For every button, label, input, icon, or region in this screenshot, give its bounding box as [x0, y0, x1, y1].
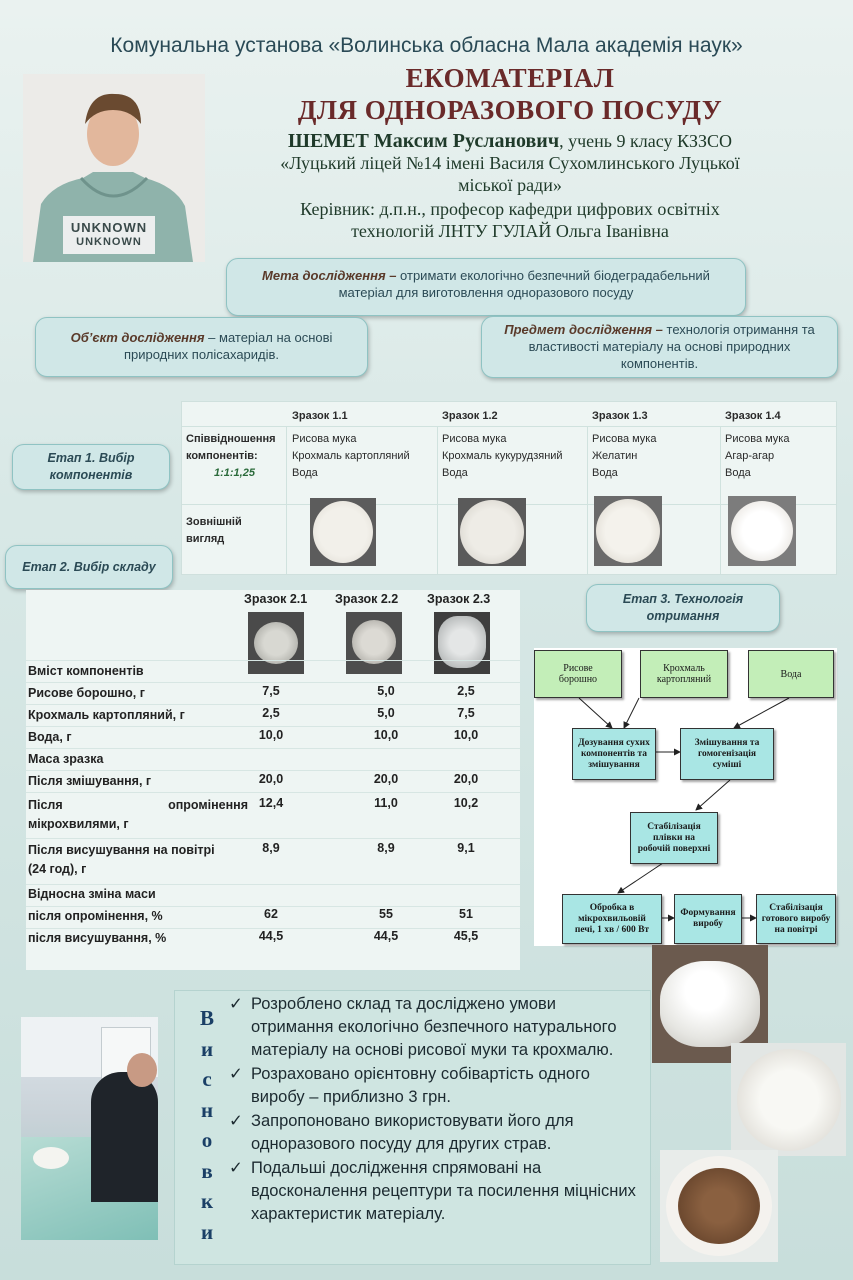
product-photo-buckwheat	[660, 1150, 778, 1262]
composition-table	[26, 590, 520, 970]
poster-title	[200, 62, 820, 126]
table-row: Вміст компонентів	[26, 660, 520, 682]
technology-flowchart	[534, 648, 837, 946]
sample-3-components: Рисова мука Желатин Вода	[592, 433, 657, 479]
object-label: Об’єкт дослідження	[70, 330, 205, 345]
sample-2-components: Рисова мука Крохмаль кукурудзяний Вода	[442, 433, 563, 479]
list-item: ✓ Розраховано орієнтовну собівартість одного виробу – приблизно 3 грн.	[229, 1065, 590, 1106]
appearance-label: Зовнішній вигляд	[186, 516, 242, 545]
object-box	[35, 317, 368, 377]
stage-1-label: Етап 1. Вибір компонентів	[12, 444, 170, 490]
goal-text: отримати екологічно безпечний біодеградабельний матеріал для виготовлення одноразового посуду	[338, 268, 710, 300]
author-name: ШЕМЕТ Максим Русланович	[287, 130, 560, 152]
shirt-text: UNKNOWN	[70, 220, 148, 235]
conclusions-box	[174, 990, 651, 1265]
flow-step-stabilization: Стабілізація плівки на робочій поверхні	[630, 812, 718, 864]
goal-label: Мета дослідження –	[262, 268, 397, 283]
author-class: , учень 9 класу КЗЗСО	[559, 131, 733, 151]
table-row: Відносна зміна маси	[26, 884, 520, 906]
flow-input-water: Вода	[748, 650, 834, 698]
subject-text: технологія отримання та властивості матеріалу на основі природних компонентів.	[528, 322, 815, 371]
table-row: Після змішування, г 20,0 20,0 20,0	[26, 770, 520, 792]
sample-header: Зразок 1.3	[592, 410, 648, 422]
table-row: Крохмаль картопляний, г 2,5 5,0 7,5	[26, 704, 520, 726]
subject-box	[481, 316, 838, 378]
conclusions-list	[229, 993, 641, 1227]
flow-input-starch: Крохмаль картопляний	[640, 650, 728, 698]
title-line-2: ДЛЯ ОДНОРАЗОВОГО ПОСУДУ	[297, 95, 723, 125]
stage-3-label: Етап 3. Технологія отримання	[586, 584, 780, 632]
table-row: Маса зразка	[26, 748, 520, 770]
sample-4-components: Рисова мука Агар-агар Вода	[725, 433, 790, 479]
list-item: ✓ Подальші дослідження спрямовані на вдосконалення рецептури та посилення міцнісних характеристик матеріалу.	[229, 1159, 636, 1223]
sample-1-components: Рисова мука Крохмаль картопляний Вода	[292, 433, 410, 479]
table-row: Рисове борошно, г 7,5 5,0 2,5	[26, 682, 520, 704]
shirt-text-mirrored: UNKNOWN	[76, 236, 142, 248]
conclusions-vertical-title: В и с н о в к и	[199, 1006, 214, 1244]
components-table	[181, 401, 837, 575]
sample-header: Зразок 1.2	[442, 410, 498, 422]
sample-header: Зразок 2.1	[244, 592, 308, 606]
list-item: ✓ Запропоновано використовувати його для одноразового посуду для других страв.	[229, 1112, 574, 1153]
object-text: – матеріал на основі природних полісахаридів.	[123, 330, 333, 362]
student-photo	[23, 74, 205, 262]
sample-3-photo	[594, 496, 662, 566]
flow-step-air-stabilization: Стабілізація готового виробу на повітрі	[756, 894, 836, 944]
check-icon: ✓	[229, 1112, 243, 1130]
author-block	[200, 130, 820, 242]
sample-header: Зразок 2.2	[335, 592, 399, 606]
sample-4-photo	[728, 496, 796, 566]
goal-box	[226, 258, 746, 316]
flow-step-dosing: Дозування сухих компонентів та змішування	[572, 728, 656, 780]
flow-step-mixing: Змішування та гомогенізація суміші	[680, 728, 774, 780]
check-icon: ✓	[229, 1065, 243, 1083]
experiment-photo	[21, 1017, 158, 1240]
flow-input-rice-flour: Рисове борошно	[534, 650, 622, 698]
sample-2-photo	[458, 498, 526, 566]
stage-2-label: Етап 2. Вибір складу	[5, 545, 173, 589]
flow-step-forming: Формування виробу	[674, 894, 742, 944]
sample-header: Зразок 1.4	[725, 410, 781, 422]
table-row: Після опромінення мікрохвилями, г 12,4 11,0 10,2	[26, 792, 520, 838]
sample-header: Зразок 1.1	[292, 410, 348, 422]
subject-label: Предмет дослідження –	[504, 322, 663, 337]
check-icon: ✓	[229, 995, 243, 1013]
table-row: після висушування, % 44,5 44,5 45,5	[26, 928, 520, 950]
table-row: Вода, г 10,0 10,0 10,0	[26, 726, 520, 748]
supervisor-line-2: технологій ЛНТУ ГУЛАЙ Ольга Іванівна	[351, 221, 669, 241]
flow-step-microwave: Обробка в мікрохвильовій печі, 1 хв / 600 Вт	[562, 894, 662, 944]
school-line-2: міської ради»	[458, 175, 562, 195]
title-line-1: ЕКОМАТЕРІАЛ	[405, 63, 615, 93]
school-line-1: «Луцький ліцей №14 імені Василя Сухомлинського Луцької	[280, 153, 740, 173]
list-item: ✓ Розроблено склад та досліджено умови отримання екологічно безпечного натурального матеріалу на основі рисової муки та крохмалю.	[229, 995, 617, 1059]
sample-1-photo	[310, 498, 376, 566]
product-photo-plate	[731, 1043, 846, 1156]
ratio-label: Співвідношення компонентів: 1:1:1,25	[186, 433, 276, 479]
check-icon: ✓	[229, 1159, 243, 1177]
supervisor-line-1: Керівник: д.п.н., професор кафедри цифрових освітніх	[300, 199, 720, 219]
table-row: після опромінення, % 62 55 51	[26, 906, 520, 928]
table-row: Після висушування на повітрі (24 год), г 8,9 8,9 9,1	[26, 838, 520, 884]
organization-name: Комунальна установа «Волинська обласна Мала академія наук»	[110, 34, 743, 57]
sample-header: Зразок 2.3	[427, 592, 491, 606]
